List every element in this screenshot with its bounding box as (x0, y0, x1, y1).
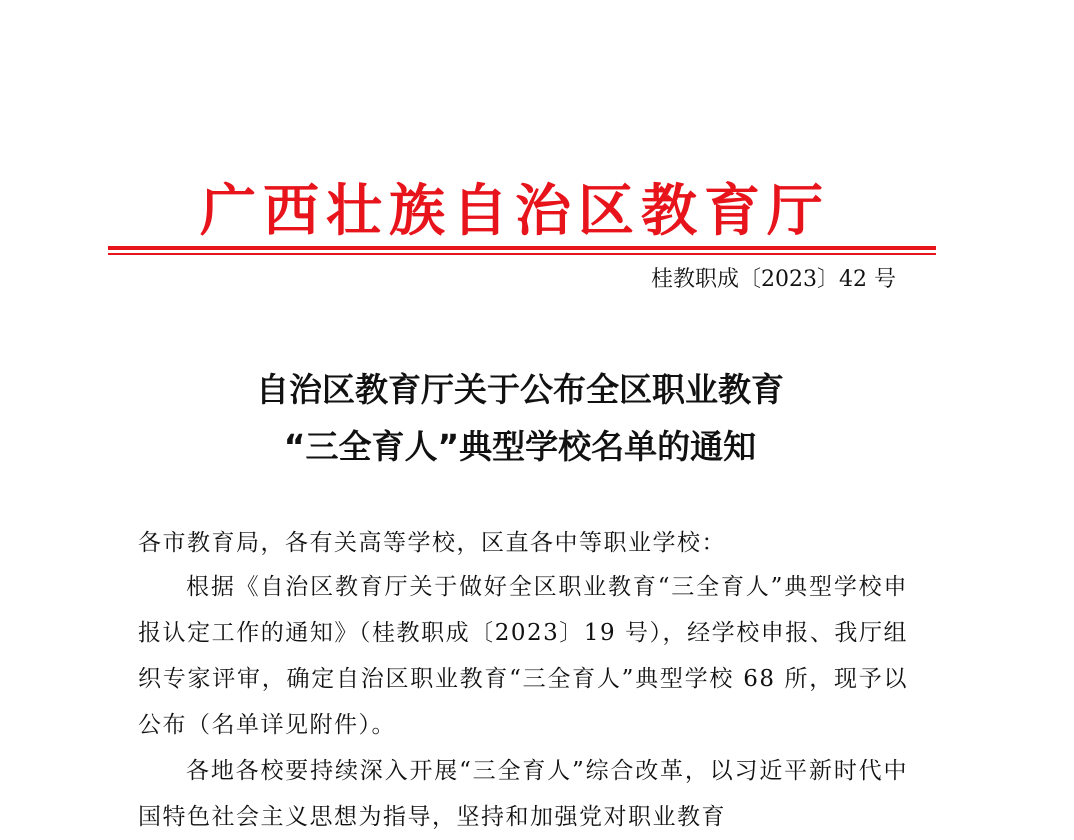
red-divider-thin (108, 253, 936, 255)
document-number: 桂教职成〔2023〕42 号 (651, 267, 896, 292)
paragraph-2: 各地各校要持续深入开展“三全育人”综合改革，以习近平新时代中国特色社会主义思想为指导，坚持和加强党对职业教育 (138, 758, 908, 830)
document-title-line-2: “三全育人”典型学校名单的通知 (283, 427, 757, 466)
salutation: 各市教育局，各有关高等学校，区直各中等职业学校： (138, 530, 726, 556)
body-paragraphs (138, 564, 908, 840)
red-divider-thick (108, 246, 936, 250)
issuer-masthead: 广西壮族自治区教育厅 (200, 178, 830, 244)
document-title-line-1: 自治区教育厅关于公布全区职业教育 (256, 370, 784, 409)
paragraph-1: 根据《自治区教育厅关于做好全区职业教育“三全育人”典型学校申报认定工作的通知》（桂教职成〔2023〕19 号），经学校申报、我厅组织专家评审，确定自治区职业教育“三全育人”典型学校 68 所，现予以公布（名单详见附件）。 (138, 574, 908, 738)
